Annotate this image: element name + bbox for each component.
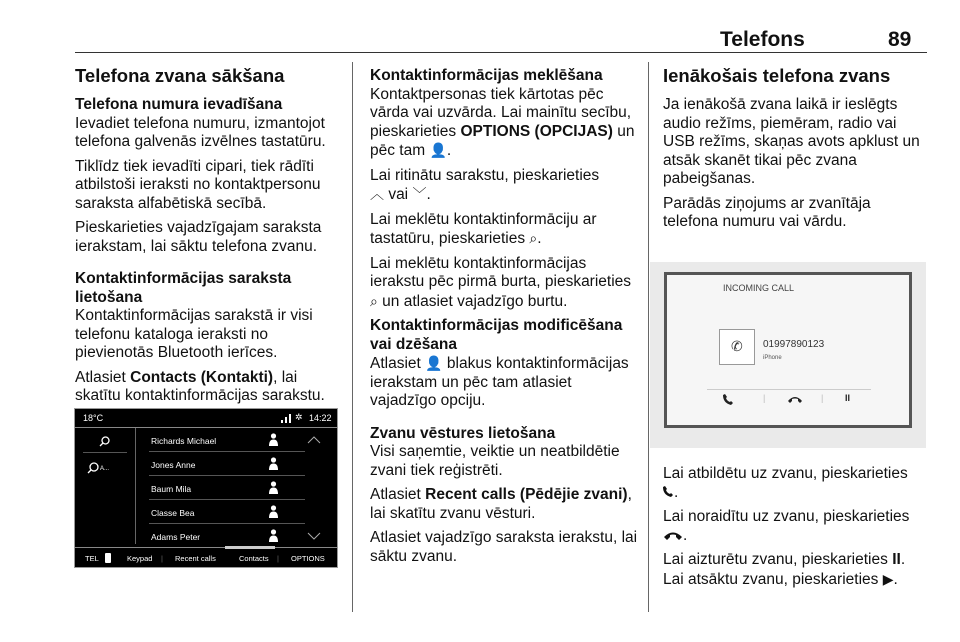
caller-number: 01997890123	[763, 339, 825, 350]
contact-list	[135, 428, 339, 544]
section-heading: Telefona zvana sākšana	[75, 65, 285, 86]
paragraph: Lai meklētu kontaktinformācijas ierakstu pēc pirmā burta, pieskarieties ⌕ un atlasiet vajadzīgo burtu.	[370, 254, 632, 310]
person-icon[interactable]	[269, 529, 278, 542]
contact-row[interactable]	[135, 428, 339, 452]
paragraph: Ievadiet telefona numuru, izmantojot telefona galvenās izvēlnes tastatūru.	[75, 114, 326, 150]
paragraph: Lai ritinātu sarakstu, pieskarieties ︿ vai ﹀.	[370, 166, 600, 203]
gear-icon: ✲	[295, 412, 303, 422]
accept-call-icon[interactable]	[723, 393, 733, 405]
paragraph: Kontaktinformācijas sarakstā ir visi telefonu kataloga ieraksti no pievienotās Bluetooth ierīces.	[75, 307, 313, 361]
caller-avatar	[719, 329, 755, 365]
paragraph: Atlasiet Contacts (Kontakti), lai skatītu kontaktinformācijas sarakstu.	[75, 368, 325, 404]
contacts-screenshot	[74, 408, 338, 568]
search-icon[interactable]	[99, 436, 110, 447]
paragraph: Atlasiet vajadzīgo saraksta ierakstu, lai sāktu zvanu.	[370, 529, 638, 565]
paragraph: Atlasiet Recent calls (Pēdējie zvani), lai skatītu zvanu vēsturi.	[370, 486, 632, 522]
phone-device-icon	[105, 553, 111, 563]
sort-icon: 👤	[429, 142, 447, 158]
alpha-label: A...	[100, 466, 110, 472]
scroll-down-icon[interactable]	[307, 532, 321, 540]
paragraph: Lai meklētu kontaktinformāciju ar tastatūru, pieskarieties ⌕.	[370, 210, 597, 247]
tab-options[interactable]: OPTIONS	[291, 554, 325, 563]
paragraph: Lai atsāktu zvanu, pieskarieties ▶.	[663, 570, 898, 588]
search-icon: ⌕	[529, 230, 538, 246]
reject-call-icon	[663, 530, 683, 540]
play-icon: ▶	[882, 570, 894, 587]
tab-keypad[interactable]: Keypad	[127, 554, 153, 563]
contact-name: Jones Anne	[151, 460, 196, 470]
middle-column	[370, 67, 638, 572]
paragraph: Parādās ziņojums ar zvanītāja telefona numuru vai vārdu.	[663, 194, 871, 230]
signal-icon	[281, 413, 293, 423]
right-column-lower	[663, 465, 929, 595]
temperature: 18°C	[83, 413, 104, 423]
column-divider-2	[648, 62, 649, 612]
call-screen-frame: INCOMING CALL ✆ 01997890123 iPhone | | II	[664, 272, 912, 428]
alpha-search-icon: ⌕	[370, 292, 378, 309]
contact-name: Classe Bea	[151, 508, 195, 518]
subsection-title: Kontaktinformācijas meklēšana	[370, 67, 603, 84]
hold-icon[interactable]: II	[845, 393, 851, 403]
paragraph: Visi saņemtie, veiktie un neatbildētie zvani tiek reģistrēti.	[370, 443, 620, 479]
contact-row[interactable]	[135, 524, 339, 548]
pause-icon: II	[892, 551, 901, 568]
subsection-title: Kontaktinformācijas saraksta lietošana	[75, 270, 292, 306]
bottom-tab-bar: TEL Keypad | Recent calls Contacts | OPTIONS	[75, 547, 337, 568]
section-heading: Ienākošais telefona zvans	[663, 65, 891, 86]
status-bar	[75, 409, 337, 428]
subsection-title: Kontaktinformācijas modificēšana vai dzēšana	[370, 317, 623, 353]
tab-recent-calls[interactable]: Recent calls	[175, 554, 216, 563]
paragraph: Lai atbildētu uz zvanu, pieskarieties .	[663, 465, 908, 501]
paragraph: Ja ienākošā zvana laikā ir ieslēgts audio režīms, piemēram, radio vai USB režīms, skaņas avots apklust un atsāk skanēt tikai pēc zvana pabeigšanas.	[663, 96, 920, 187]
person-icon: 👤	[425, 355, 443, 371]
paragraph: Lai noraidītu uz zvanu, pieskarieties .	[663, 508, 910, 544]
incoming-call-screenshot	[650, 262, 926, 448]
paragraph: Atlasiet 👤 blakus kontaktinformācijas ierakstam un pēc tam atlasiet vajadzīgo opciju.	[370, 355, 629, 409]
left-column	[75, 65, 343, 412]
accept-call-icon	[663, 485, 674, 497]
clock: 14:22	[309, 413, 332, 423]
contact-row[interactable]	[135, 476, 339, 500]
contact-name: Baum Mila	[151, 484, 192, 494]
caller-device: iPhone	[763, 355, 782, 361]
reject-call-icon[interactable]	[787, 395, 803, 403]
call-title: INCOMING CALL	[723, 283, 795, 293]
paragraph: Lai aizturētu zvanu, pieskarieties II.	[663, 551, 906, 568]
person-icon[interactable]	[269, 457, 278, 470]
right-column	[663, 65, 929, 238]
phone-icon: ✆	[731, 338, 743, 354]
contact-row[interactable]	[135, 500, 339, 524]
page-number: 89	[888, 28, 912, 51]
chevron-up-icon: ︿	[370, 186, 384, 202]
search-panel	[75, 428, 136, 544]
subsection-title: Zvanu vēstures lietošana	[370, 424, 556, 442]
paragraph: Tiklīdz tiek ievadīti cipari, tiek rādīti atbilstoši ieraksti no kontaktpersonu saraksta alfabētiskā secībā.	[75, 157, 321, 212]
column-divider-1	[352, 62, 353, 612]
running-title: Telefons	[720, 28, 805, 51]
person-icon[interactable]	[269, 481, 278, 494]
person-icon[interactable]	[269, 433, 278, 446]
contact-name: Adams Peter	[151, 532, 201, 542]
paragraph: Kontaktpersonas tiek kārtotas pēc vārda vai uzvārda. Lai mainītu secību, pieskarieties OPTIONS (OPCIJAS) un pēc tam 👤.	[370, 85, 635, 159]
person-icon[interactable]	[269, 505, 278, 518]
subsection-title: Telefona numura ievadīšana	[75, 96, 283, 113]
contact-row[interactable]	[135, 452, 339, 476]
paragraph: Pieskarieties vajadzīgajam saraksta ierakstam, lai sāktu telefona zvanu.	[75, 219, 322, 255]
header-rule	[75, 52, 927, 53]
alpha-search-icon[interactable]	[87, 462, 99, 474]
scroll-up-icon[interactable]	[307, 436, 321, 444]
contact-name: Richards Michael	[151, 436, 217, 446]
tab-contacts[interactable]: Contacts	[239, 554, 269, 563]
tab-tel[interactable]: TEL	[85, 554, 99, 563]
chevron-down-icon: ﹀	[412, 186, 427, 202]
